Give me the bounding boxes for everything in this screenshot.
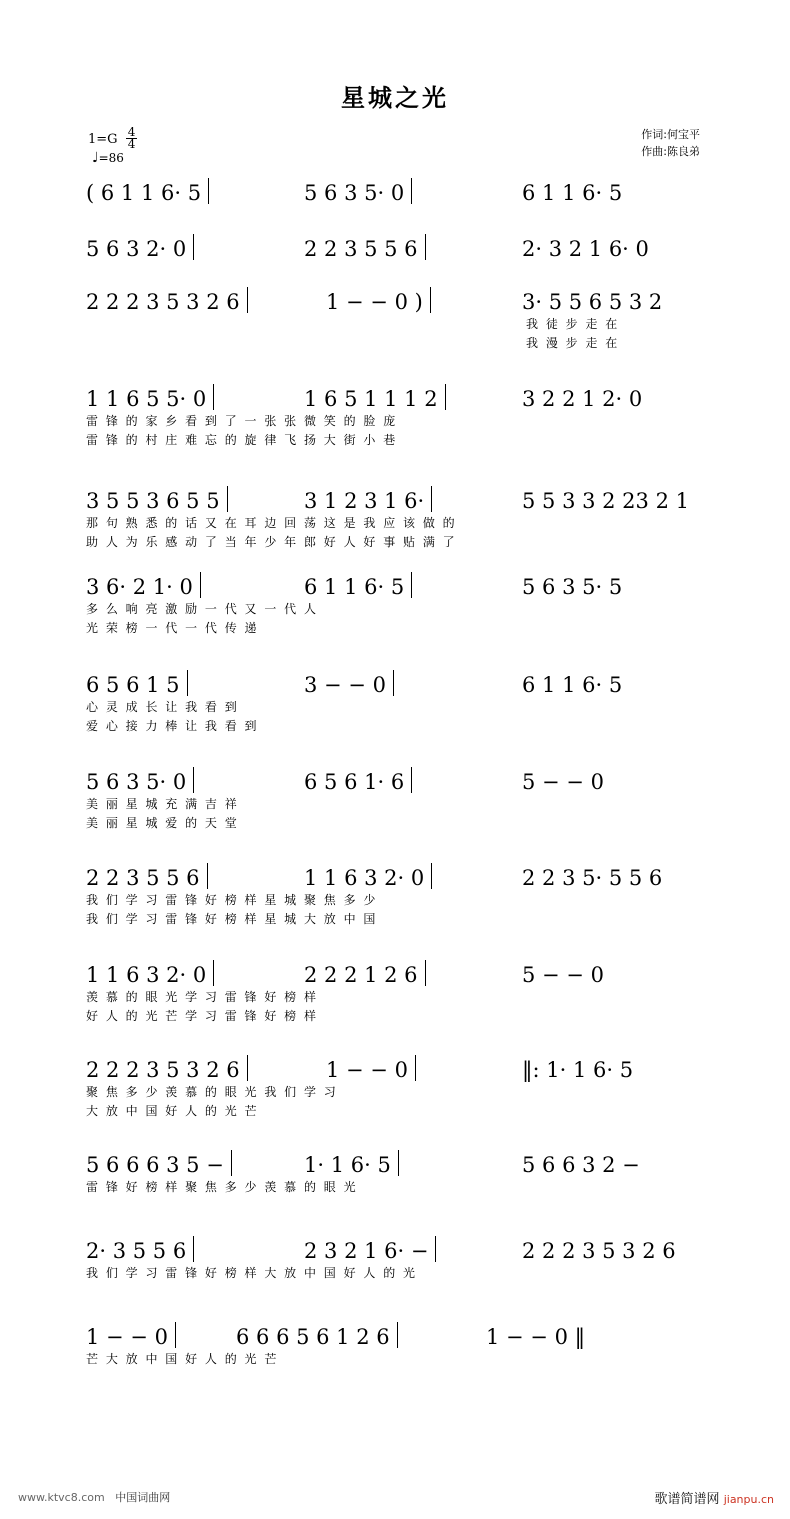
note-group: 1 − − 0 bbox=[86, 1325, 168, 1349]
measure bbox=[86, 765, 304, 795]
note-group: 3 6· 2 1· 0 bbox=[86, 575, 193, 599]
note-group: 3 2 2 1 2· 0 bbox=[522, 387, 643, 411]
composer: 作曲:陈良弟 bbox=[641, 145, 700, 158]
lyric-line: 雷 锋 的 村 庄 难 忘 的 旋 律 飞 扬 大 街 小 巷 bbox=[86, 433, 398, 447]
lyric-line: 光 荣 榜 一 代 一 代 传 递 bbox=[86, 621, 259, 635]
measure bbox=[86, 382, 304, 412]
measure bbox=[522, 484, 726, 514]
footer-brand: 歌谱简谱网 bbox=[654, 1492, 720, 1507]
barline bbox=[425, 960, 426, 986]
measure bbox=[236, 1320, 486, 1350]
note-group: 1 6 5 1 1 1 2 bbox=[304, 387, 438, 411]
measure-group bbox=[86, 232, 726, 262]
footer-domain: jianpu.cn bbox=[723, 1493, 774, 1506]
time-signature-numerator: 4 bbox=[127, 125, 136, 139]
note-group: 5 6 3 5· 0 bbox=[304, 181, 405, 205]
note-group: 6 1 1 6· 5 bbox=[522, 673, 623, 697]
measure-group bbox=[86, 668, 726, 698]
barline bbox=[247, 287, 248, 313]
barline bbox=[393, 670, 394, 696]
measure bbox=[86, 484, 304, 514]
measure bbox=[522, 176, 726, 206]
footer-site-url: www.ktvc8.com bbox=[18, 1491, 105, 1504]
note-group: 1 1 6 3 2· 0 bbox=[86, 963, 207, 987]
measure-group bbox=[86, 765, 726, 795]
note-group: 6 5 6 1· 6 bbox=[304, 770, 405, 794]
lyric-line: 我 们 学 习 雷 锋 好 榜 样 星 城 大 放 中 国 bbox=[86, 912, 378, 926]
barline bbox=[415, 1055, 416, 1081]
measure bbox=[522, 958, 726, 988]
time-signature bbox=[126, 127, 138, 150]
score-row bbox=[86, 382, 726, 447]
lyric-line: 雷 锋 好 榜 样 聚 焦 多 少 羡 慕 的 眼 光 bbox=[86, 1180, 358, 1194]
measure bbox=[522, 765, 726, 795]
measure bbox=[86, 861, 304, 891]
lyric-line: 美 丽 星 城 充 满 吉 祥 bbox=[86, 797, 239, 811]
note-group: 2 2 3 5· 5 5 6 bbox=[522, 866, 663, 890]
measure bbox=[86, 285, 326, 315]
lyrics-block bbox=[86, 315, 726, 353]
barline bbox=[445, 384, 446, 410]
note-group: 3· 5 5 6 5 3 2 bbox=[522, 290, 663, 314]
measure bbox=[304, 382, 522, 412]
measure bbox=[486, 1320, 726, 1350]
score-row bbox=[86, 668, 726, 733]
note-group: 3 1 2 3 1 6· bbox=[304, 489, 425, 513]
note-group: 3 5 5 3 6 5 5 bbox=[86, 489, 220, 513]
lyric-line: 我 漫 步 走 在 bbox=[526, 336, 620, 350]
measure bbox=[326, 1053, 522, 1083]
measure-group bbox=[86, 1320, 726, 1350]
measure bbox=[522, 1148, 726, 1178]
score-row bbox=[86, 1148, 726, 1200]
measure-group bbox=[86, 484, 726, 514]
note-group: 2 2 3 5 5 6 bbox=[304, 237, 418, 261]
measure bbox=[326, 285, 522, 315]
measure-group bbox=[86, 1053, 726, 1083]
barline bbox=[247, 1055, 248, 1081]
note-group: 1· 1 6· 5 bbox=[304, 1153, 391, 1177]
measure-group bbox=[86, 382, 726, 412]
barline bbox=[208, 178, 209, 204]
barline bbox=[411, 767, 412, 793]
measure bbox=[522, 232, 726, 262]
measure bbox=[304, 1234, 522, 1264]
barline bbox=[411, 178, 412, 204]
measure-group bbox=[86, 1148, 726, 1178]
measure-group bbox=[86, 285, 726, 315]
note-group: 2 2 3 5 5 6 bbox=[86, 866, 200, 890]
lyric-line: 那 句 熟 悉 的 话 又 在 耳 边 回 荡 这 是 我 应 该 做 的 bbox=[86, 516, 457, 530]
key-signature-text: 1=G bbox=[88, 132, 118, 147]
barline bbox=[431, 486, 432, 512]
measure bbox=[304, 1148, 522, 1178]
measure bbox=[304, 176, 522, 206]
measure bbox=[304, 861, 522, 891]
barline bbox=[193, 1236, 194, 1262]
page-title: 星城之光 bbox=[341, 84, 449, 112]
lyrics-block bbox=[86, 412, 726, 450]
note-group: ‖: 1· 1 6· 5 bbox=[522, 1058, 634, 1082]
measure bbox=[86, 1234, 304, 1264]
footer-site-label: 中国词曲网 bbox=[115, 1491, 171, 1504]
measure-group bbox=[86, 570, 726, 600]
score-row bbox=[86, 765, 726, 830]
barline bbox=[187, 670, 188, 696]
measure bbox=[86, 668, 304, 698]
lyric-line: 美 丽 星 城 爱 的 天 堂 bbox=[86, 816, 239, 830]
score-row bbox=[86, 285, 726, 350]
note-group: 6 5 6 1 5 bbox=[86, 673, 180, 697]
lyric-line: 我 徒 步 走 在 bbox=[526, 317, 620, 331]
note-group: 6 1 1 6· 5 bbox=[304, 575, 405, 599]
note-group: 2 2 2 1 2 6 bbox=[304, 963, 418, 987]
barline bbox=[207, 863, 208, 889]
footer-right bbox=[655, 1488, 774, 1507]
measure bbox=[86, 176, 304, 206]
score-row bbox=[86, 176, 726, 228]
score-row bbox=[86, 570, 726, 635]
lyrics-block bbox=[86, 891, 726, 929]
measure bbox=[86, 1320, 236, 1350]
score-row bbox=[86, 232, 726, 284]
quarter-note-icon: ♩ bbox=[92, 150, 99, 166]
note-group: 6 6 6 5 6 1 2 6 bbox=[236, 1325, 390, 1349]
score-row bbox=[86, 958, 726, 1023]
measure bbox=[304, 484, 522, 514]
lyric-line: 聚 焦 多 少 羡 慕 的 眼 光 我 们 学 习 bbox=[86, 1085, 338, 1099]
barline bbox=[200, 572, 201, 598]
barline bbox=[411, 572, 412, 598]
note-group: 5 6 3 5· 0 bbox=[86, 770, 187, 794]
lyric-line: 爱 心 接 力 棒 让 我 看 到 bbox=[86, 719, 259, 733]
lyric-line: 多 么 响 亮 激 励 一 代 又 一 代 人 bbox=[86, 602, 318, 616]
lyric-line: 助 人 为 乐 感 动 了 当 年 少 年 郎 好 人 好 事 贴 满 了 bbox=[86, 535, 457, 549]
score-row bbox=[86, 1320, 726, 1372]
measure bbox=[522, 861, 726, 891]
credits bbox=[641, 126, 700, 160]
lyric-line: 我 们 学 习 雷 锋 好 榜 样 星 城 聚 焦 多 少 bbox=[86, 893, 378, 907]
measure bbox=[522, 1234, 726, 1264]
lyrics-block bbox=[86, 1264, 726, 1283]
lyrics-block bbox=[86, 988, 726, 1026]
measure bbox=[522, 285, 726, 315]
barline bbox=[435, 1236, 436, 1262]
note-group: 1 − − 0 ‖ bbox=[486, 1325, 586, 1349]
note-group: 5 5 3 3 2 23 2 1 bbox=[522, 489, 689, 513]
measure bbox=[304, 958, 522, 988]
note-group: 5 6 6 3 2 − bbox=[522, 1153, 640, 1177]
barline bbox=[213, 384, 214, 410]
score-row bbox=[86, 1234, 726, 1286]
lyricist: 作词:何宝平 bbox=[641, 128, 700, 141]
measure bbox=[522, 668, 726, 698]
note-group: 5 6 3 5· 5 bbox=[522, 575, 623, 599]
tempo-marking bbox=[92, 150, 124, 166]
note-group: 2 3 2 1 6· − bbox=[304, 1239, 429, 1263]
measure bbox=[522, 570, 726, 600]
lyrics-block bbox=[86, 1178, 726, 1197]
lyric-line: 好 人 的 光 芒 学 习 雷 锋 好 榜 样 bbox=[86, 1009, 318, 1023]
tempo-value: =86 bbox=[98, 151, 124, 165]
lyrics-block bbox=[86, 600, 726, 638]
measure bbox=[304, 232, 522, 262]
lyric-line: 大 放 中 国 好 人 的 光 芒 bbox=[86, 1104, 259, 1118]
barline bbox=[231, 1150, 232, 1176]
measure bbox=[86, 1053, 326, 1083]
measure-group bbox=[86, 958, 726, 988]
barline bbox=[425, 234, 426, 260]
note-group: 2· 3 2 1 6· 0 bbox=[522, 237, 649, 261]
barline bbox=[213, 960, 214, 986]
lyric-line: 羡 慕 的 眼 光 学 习 雷 锋 好 榜 样 bbox=[86, 990, 318, 1004]
lyrics-block bbox=[86, 1350, 726, 1369]
score-row bbox=[86, 484, 726, 549]
note-group: 1 1 6 3 2· 0 bbox=[304, 866, 425, 890]
note-group: 5 − − 0 bbox=[522, 770, 604, 794]
note-group: ( 6 1 1 6· 5 bbox=[86, 181, 202, 205]
note-group: 1 1 6 5 5· 0 bbox=[86, 387, 207, 411]
note-group: 5 6 6 6 3 5 − bbox=[86, 1153, 224, 1177]
barline bbox=[193, 767, 194, 793]
barline bbox=[397, 1322, 398, 1348]
barline bbox=[193, 234, 194, 260]
score-row bbox=[86, 1053, 726, 1118]
barline bbox=[398, 1150, 399, 1176]
measure bbox=[304, 765, 522, 795]
lyric-line: 雷 锋 的 家 乡 看 到 了 一 张 张 微 笑 的 脸 庞 bbox=[86, 414, 398, 428]
measure bbox=[522, 382, 726, 412]
measure bbox=[86, 232, 304, 262]
note-group: 2· 3 5 5 6 bbox=[86, 1239, 187, 1263]
note-group: 1 − − 0 bbox=[326, 1058, 408, 1082]
note-group: 6 1 1 6· 5 bbox=[522, 181, 623, 205]
footer-left bbox=[18, 1489, 170, 1505]
barline bbox=[430, 287, 431, 313]
lyrics-block bbox=[86, 795, 726, 833]
note-group: 5 − − 0 bbox=[522, 963, 604, 987]
measure-group bbox=[86, 176, 726, 206]
lyrics-block bbox=[86, 698, 726, 736]
time-signature-denominator: 4 bbox=[127, 137, 136, 151]
measure bbox=[522, 1053, 726, 1083]
measure-group bbox=[86, 861, 726, 891]
note-group: 5 6 3 2· 0 bbox=[86, 237, 187, 261]
lyric-line: 芒 大 放 中 国 好 人 的 光 芒 bbox=[86, 1352, 279, 1366]
barline bbox=[227, 486, 228, 512]
measure bbox=[86, 1148, 304, 1178]
note-group: 2 2 2 3 5 3 2 6 bbox=[522, 1239, 676, 1263]
lyric-line: 我 们 学 习 雷 锋 好 榜 样 大 放 中 国 好 人 的 光 bbox=[86, 1266, 418, 1280]
barline bbox=[175, 1322, 176, 1348]
measure-group bbox=[86, 1234, 726, 1264]
note-group: 2 2 2 3 5 3 2 6 bbox=[86, 290, 240, 314]
note-group: 2 2 2 3 5 3 2 6 bbox=[86, 1058, 240, 1082]
measure bbox=[304, 570, 522, 600]
measure bbox=[304, 668, 522, 698]
note-group: 1 − − 0 ) bbox=[326, 290, 423, 314]
measure bbox=[86, 958, 304, 988]
score-row bbox=[86, 861, 726, 926]
lyrics-block bbox=[86, 514, 726, 552]
lyric-line: 心 灵 成 长 让 我 看 到 bbox=[86, 700, 239, 714]
key-signature bbox=[88, 125, 137, 151]
note-group: 3 − − 0 bbox=[304, 673, 386, 697]
barline bbox=[431, 863, 432, 889]
measure bbox=[86, 570, 304, 600]
lyrics-block bbox=[86, 1083, 726, 1121]
